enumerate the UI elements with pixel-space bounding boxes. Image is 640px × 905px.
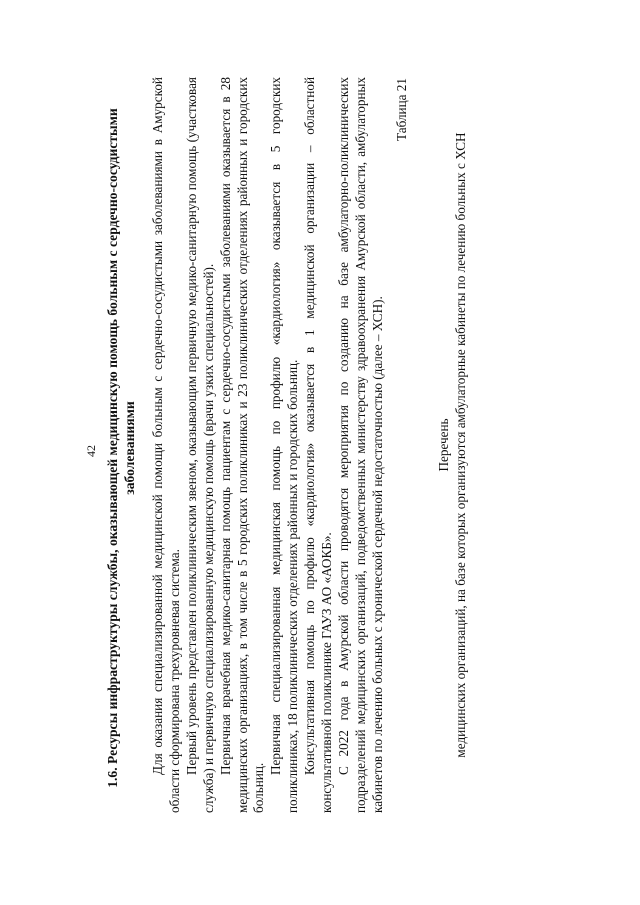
body-text (150, 77, 387, 813)
paragraph: Консультативная помощь по профилю «кардиология» оказывается в 1 медицинской организации – областной консультативной поликлинике ГАУЗ АО «АОКБ». (302, 77, 335, 813)
table-caption (436, 77, 470, 813)
section-title: 1.6. Ресурсы инфраструктуры службы, оказывающей медицинскую помощь больным с сердечно-сосудистыми заболеваниями (105, 108, 137, 788)
paragraph: Для оказания специализированной медицинской помощи больным с сердечно-сосудистыми заболеваниями в Амурской области сформирована трехуровневая система. (150, 77, 182, 813)
page-number: 42 (84, 445, 98, 457)
caption-subtitle: медицинских организаций, на базе которых организуются амбулаторные кабинеты по лечению больных с ХСН (452, 132, 468, 758)
paragraph: Первый уровень представлен поликлиническим звеном, оказывающим первичную медико-санитарную помощь (участковая служба) и первичную специализированную медицинскую помощь (врачи узких специальностей). (183, 77, 216, 813)
table-number: Таблица 21 (394, 78, 409, 141)
paragraph: Первичная специализированная медицинская помощь по профилю «кардиология» оказывается в 5 городских поликлиниках, 18 поликлинических отделениях районных и городских больниц. (268, 77, 301, 813)
paragraph: С 2022 года в Амурской области проводятся мероприятия по созданию на базе амбулаторно-поликлинических подразделений медицинских организаций, подведомственных министерству здравоохранения Амурской области, амбулаторных кабинетов по лечению больных с хронической сердечной недостаточностью (далее – ХСН). (335, 77, 385, 813)
caption-heading: Перечень (436, 418, 451, 472)
paragraph: Первичная врачебная медико-санитарная помощь пациентам с сердечно-сосудистыми заболеваниями оказывается в 28 медицинских организациях, в том числе в 5 городских поликлиниках и 23 поликлинических отделениях районных и городских больниц. (217, 77, 267, 813)
